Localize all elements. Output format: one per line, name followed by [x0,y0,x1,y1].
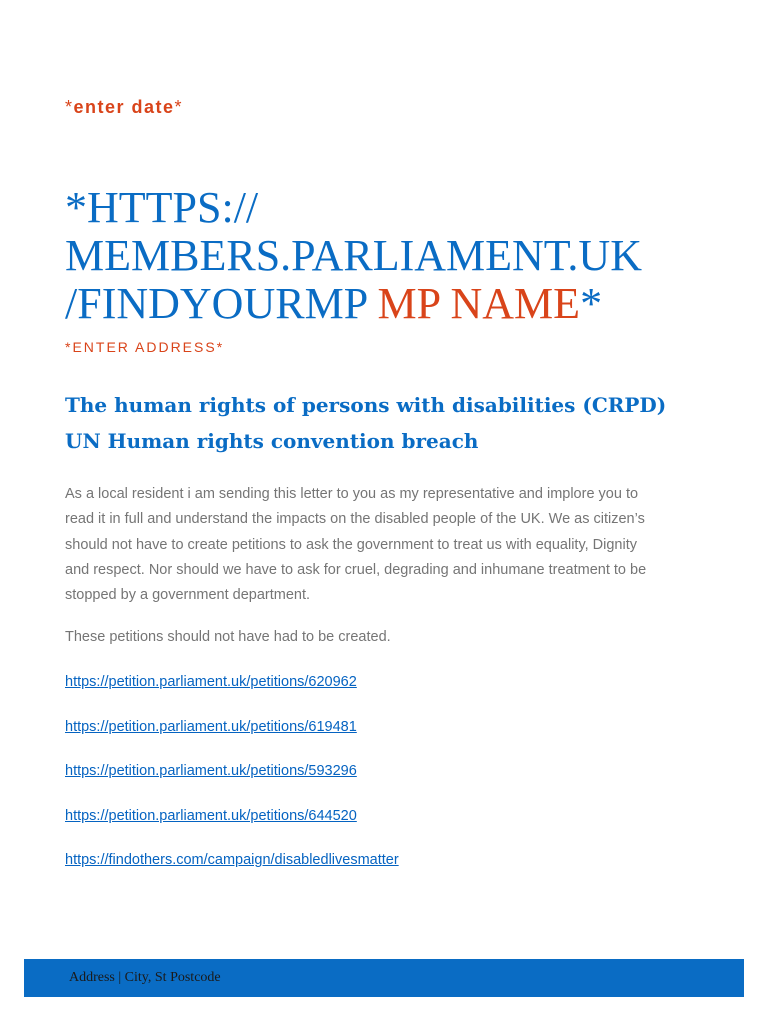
recipient-heading [65,184,725,328]
body-line: stopped by a government department. [65,587,311,604]
recipient-line-2: MEMBERS.PARLIAMENT.UK [65,231,642,280]
list-item [65,852,399,897]
petition-link-619481[interactable]: https://petition.parliament.uk/petitions/619481 [65,718,357,735]
recipient-url-tail: /FINDYOURMP [65,279,378,328]
mp-name-placeholder: MP NAME [377,279,581,328]
petition-link-644520[interactable]: https://petition.parliament.uk/petitions/644520 [65,807,357,824]
petition-link-620962[interactable]: https://petition.parliament.uk/petitions/620962 [65,674,357,690]
footer-bar [24,959,744,997]
date-placeholder [65,97,183,118]
address-placeholder: *ENTER ADDRESS* [65,339,225,355]
letter-body-paragraph [65,482,715,608]
subject-line-1: The human rights of persons with disabilities (CRPD) [65,393,667,417]
petition-links-list [65,674,399,897]
list-item [65,763,399,808]
list-item [65,808,399,853]
subject-heading [65,387,725,459]
recipient-line-1: *HTTPS:// [65,183,259,232]
date-prefix: * [65,97,74,117]
body-line: read it in full and understand the impacts on the disabled people of the UK. We as citizen’s [65,511,645,528]
list-item [65,719,399,764]
recipient-line-3 [65,280,725,328]
campaign-link-disabledlivesmatter[interactable]: https://findothers.com/campaign/disabledlivesmatter [65,852,399,868]
petitions-intro: These petitions should not have had to be created. [65,629,391,645]
body-line: As a local resident i am sending this letter to you as my representative and implore you to [65,486,639,502]
date-suffix: * [174,97,184,117]
list-item [65,674,399,719]
petition-link-593296[interactable]: https://petition.parliament.uk/petitions/593296 [65,763,357,779]
subject-line-2: UN Human rights convention breach [65,429,479,453]
body-line: and respect. Nor should we have to ask for cruel, degrading and inhumane treatment to be [65,561,647,578]
date-label: enter date [73,97,175,117]
body-line: should not have to create petitions to ask the government to treat us with equality, Dignity [65,536,637,553]
footer-address: Address | City, St Postcode [69,970,221,985]
recipient-suffix: * [580,279,603,328]
